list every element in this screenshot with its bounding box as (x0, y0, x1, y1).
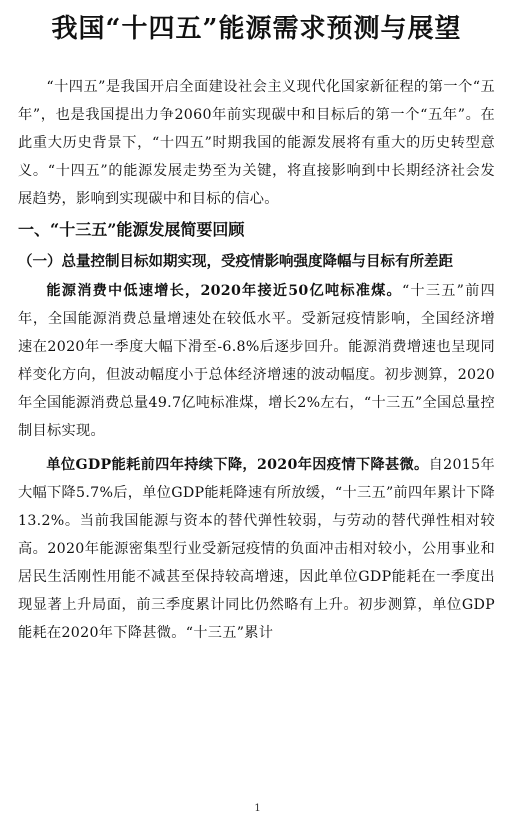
page-number: 1 (254, 803, 261, 814)
paragraph-gdp-energy-intensity (18, 451, 495, 647)
paragraph-body: 自2015年大幅下降5.7%后，单位GDP能耗降速有所放缓，“十三五”前四年累计下降13.2%。当前我国能源与资本的替代弹性较弱，与劳动的替代弹性相对较高。2020年能源密集型行业受新冠疫情的负面冲击相对较小，公用事业和居民生活刚性用能不减甚至保持较高增速，因此单位GDP能耗在一季度出现显著上升局面，前三季度累计同比仍然略有上升。初步测算，单位GDP能耗在2020年下降甚微。“十三五”累计 (18, 457, 496, 642)
paragraph-lead: 能源消费中低速增长，2020年接近50亿吨标准煤。 (46, 283, 402, 300)
subsection-heading-1: （一）总量控制目标如期实现，受疫情影响强度降幅与目标有所差距 (18, 253, 453, 271)
paragraph-body: “十三五”前四年，全国能源消费总量增速处在较低水平。受新冠疫情影响，全国经济增速在2020年一季度大幅下滑至-6.8%后逐步回升。能源消费增速也呈现同样变化方向，但波动幅度小于总体经济增速的波动幅度。初步测算，2020年全国能源消费总量49.7亿吨标准煤，增长2%左右，“十三五”全国总量控制目标实现。 (18, 283, 496, 440)
paragraph-energy-consumption (18, 277, 495, 445)
page-title: 我国“十四五”能源需求预测与展望 (51, 14, 462, 44)
paragraph-lead: 单位GDP能耗前四年持续下降，2020年因疫情下降甚微。 (46, 457, 429, 474)
intro-paragraph: “十四五”是我国开启全面建设社会主义现代化国家新征程的第一个“五年”，也是我国提出力争2060年前实现碳中和目标后的第一个“五年”。在此重大历史背景下，“十四五”时期我国的能源发展将有重大的历史转型意义。“十四五”的能源发展走势至为关键，将直接影响到中长期经济社会发展趋势，影响到实现碳中和目标的信心。 (18, 79, 495, 208)
section-heading-1: 一、“十三五”能源发展简要回顾 (18, 220, 245, 240)
